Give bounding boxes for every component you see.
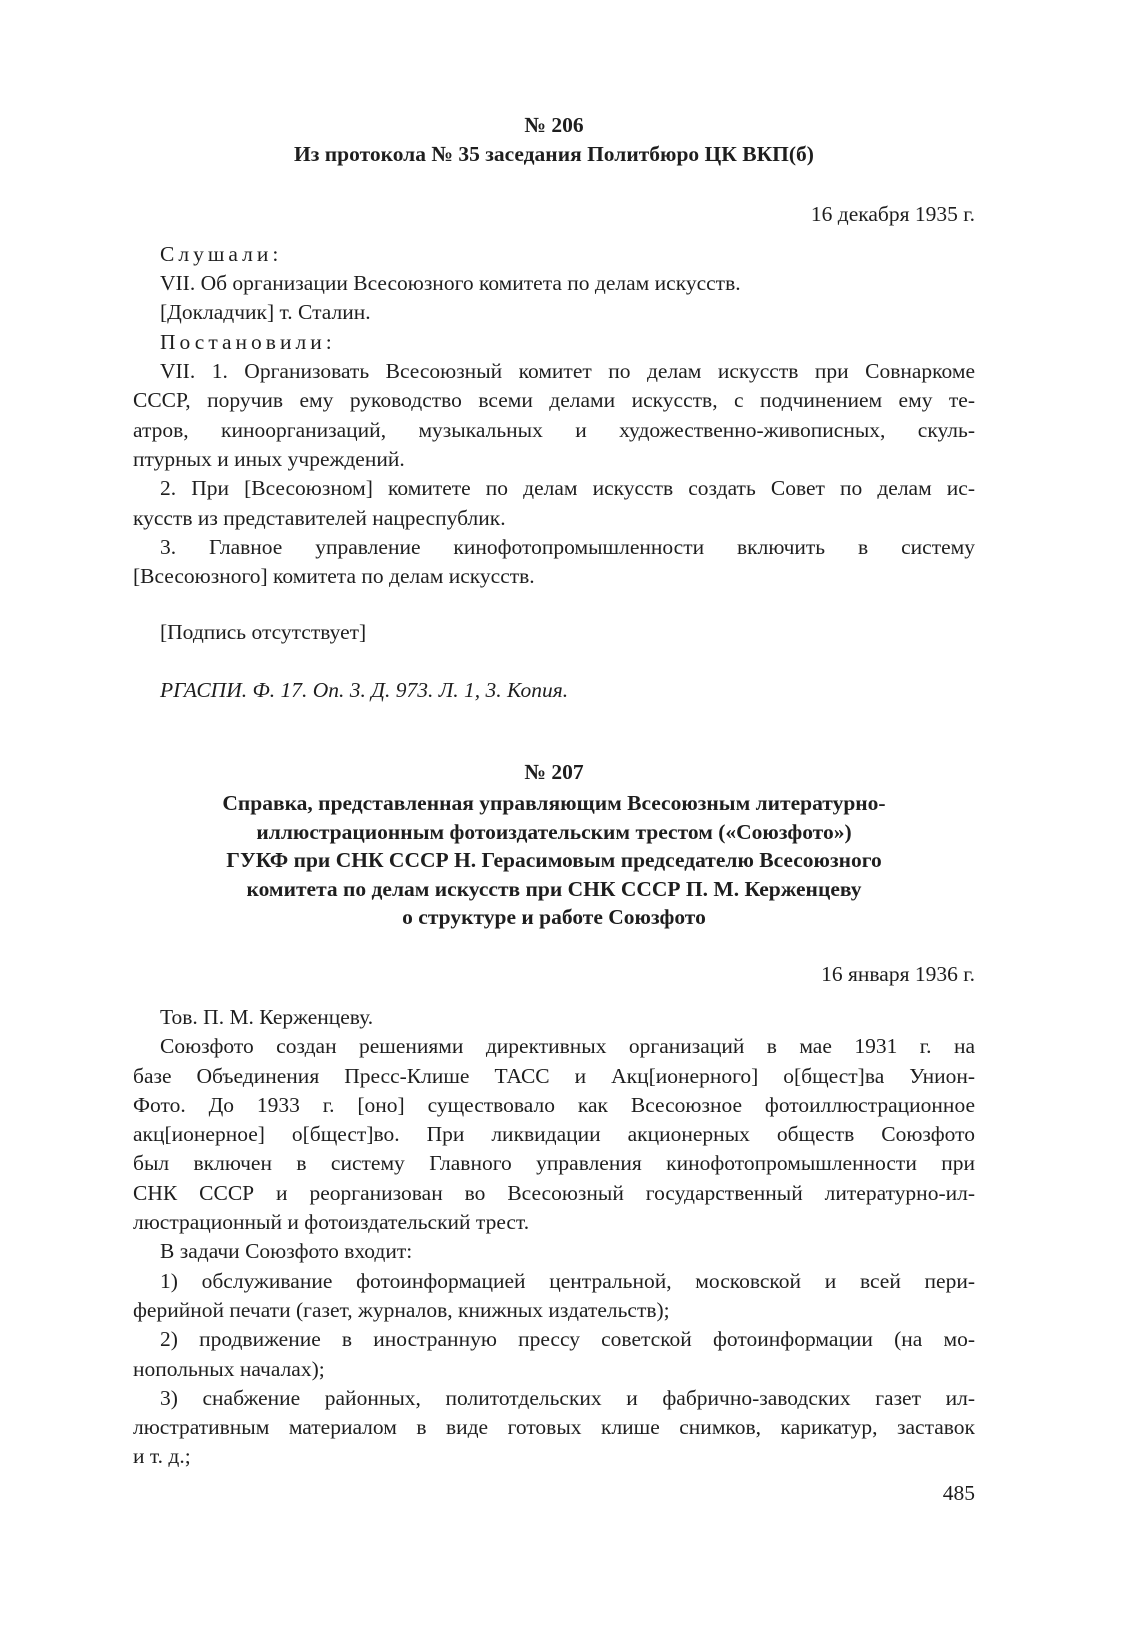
text-line: [Всесоюзного] комитета по делам искусств. [133, 564, 535, 589]
doc-number: № 207 [524, 760, 584, 784]
page-number: 485 [942, 1481, 975, 1505]
signature-note: [Подпись отсутствует] [160, 620, 367, 644]
doc-title-line: комитета по делам искусств при СНК СССР П. М. Керженцеву [246, 876, 862, 901]
doc-number: № 206 [524, 113, 584, 137]
text-line: Фото. До 1933 г. [оно] существовало как Всесоюзное фотоиллюстрационное [133, 1092, 975, 1117]
text-line: 3) снабжение районных, политотдельских и фабрично-заводских газет ил- [160, 1385, 975, 1410]
text-line: люстрационный и фотоиздательский трест. [133, 1210, 530, 1235]
heard-item: VII. Об организации Всесоюзного комитета по делам искусств. [160, 271, 741, 296]
text-line: 1) обслуживание фотоинформацией центральной, московской и всей пери- [160, 1268, 975, 1293]
text-line: 2. При [Всесоюзном] комитете по делам искусств создать Совет по делам ис- [160, 476, 975, 501]
doc-title-line: иллюстрационным фотоиздательским трестом («Союзфото») [256, 819, 852, 844]
doc-title-line: Справка, представленная управляющим Всесоюзным литературно- [222, 791, 886, 816]
text-line: 2) продвижение в иностранную прессу советской фотоинформации (на мо- [160, 1327, 975, 1352]
resolved-label: Постановили: [160, 329, 336, 354]
document-206 [133, 111, 975, 591]
text-line: люстративным материалом в виде готовых клише снимков, карикатур, заставок [133, 1415, 975, 1440]
text-line: базе Объединения Пресс-Клише ТАСС и Акц[ионерного] о[бщест]ва Унион- [133, 1063, 975, 1088]
text-line: ферийной печати (газет, журналов, книжных издательств); [133, 1297, 670, 1322]
archive-reference: РГАСПИ. Ф. 17. Оп. 3. Д. 973. Л. 1, 3. Копия. [160, 678, 569, 702]
text-line: СНК СССР и реорганизован во Всесоюзный государственный литературно-ил- [133, 1180, 975, 1205]
doc-date: 16 января 1936 г. [821, 962, 975, 986]
text-line: Союзфото создан решениями директивных организаций в мае 1931 г. на [160, 1034, 975, 1059]
document-207 [133, 758, 975, 932]
speaker: [Докладчик] т. Сталин. [160, 300, 371, 325]
doc-title-line: о структуре и работе Союзфото [402, 905, 706, 930]
text-line: и т. д.; [133, 1444, 191, 1469]
text-line: атров, киноорганизаций, музыкальных и художественно-живописных, скуль- [133, 417, 975, 442]
text-line: кусств из представителей нацреспублик. [133, 505, 506, 530]
text-line: акц[ионерное] о[бщест]во. При ликвидации акционерных обществ Союзфото [133, 1122, 975, 1147]
text-line: был включен в систему Главного управления кинофотопромышленности при [133, 1151, 975, 1176]
doc-title: Из протокола № 35 заседания Политбюро ЦК ВКП(б) [294, 142, 814, 167]
doc-title-line: ГУКФ при СНК СССР Н. Герасимовым председателю Всесоюзного [226, 848, 882, 873]
text-line: нопольных началах); [133, 1356, 325, 1381]
doc-date: 16 декабря 1935 г. [810, 201, 975, 226]
text-line: СССР, поручив ему руководство всеми делами искусств, с подчинением ему те- [133, 388, 975, 413]
heard-label: Слушали: [160, 241, 283, 266]
doc-207-body [133, 1003, 975, 1472]
text-line: В задачи Союзфото входит: [160, 1239, 413, 1264]
text-line: VII. 1. Организовать Всесоюзный комитет по делам искусств при Совнаркоме [160, 359, 975, 384]
text-line: птурных и иных учреждений. [133, 446, 405, 471]
addressee: Тов. П. М. Керженцеву. [160, 1005, 374, 1029]
text-line: 3. Главное управление кинофотопромышленности включить в систему [160, 534, 975, 559]
